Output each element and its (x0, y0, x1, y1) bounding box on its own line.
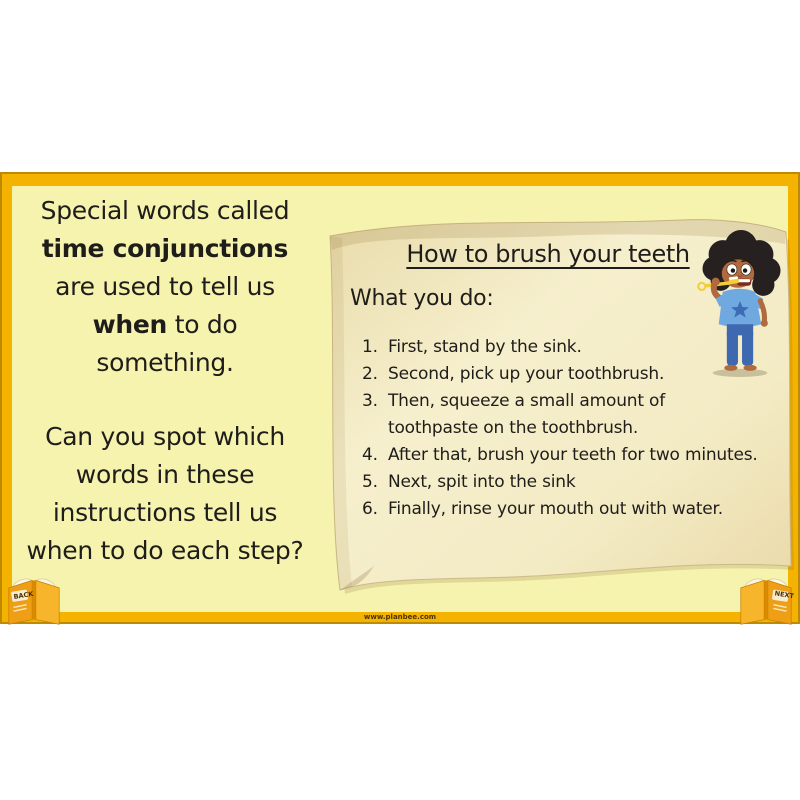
step-number: 3. (362, 391, 378, 411)
step-text: Finally, rinse your mouth out with water. (388, 499, 723, 519)
slide-panel (12, 186, 788, 612)
next-button[interactable] (738, 575, 794, 625)
step-item (362, 442, 794, 469)
step-text: First, stand by the sink. (388, 337, 582, 357)
intro-line: Special words called (40, 196, 290, 225)
worksheet-title: How to brush your teeth (406, 240, 690, 268)
lesson-slide (0, 172, 800, 624)
question-paragraph (16, 418, 314, 570)
website-url: www.planbee.com (363, 613, 437, 621)
back-book-icon (9, 579, 59, 624)
next-book-icon (741, 579, 791, 624)
boy-brushing-teeth-illustration (684, 228, 796, 380)
intro-line: time conjunctions (41, 234, 289, 263)
step-item (362, 469, 794, 496)
intro-text-block (16, 192, 314, 570)
step-text: Next, spit into the sink (388, 472, 576, 492)
step-number: 4. (362, 445, 378, 465)
step-number: 2. (362, 364, 378, 384)
next-button-label: NEXT (774, 589, 794, 601)
step-number: 6. (362, 499, 378, 519)
intro-paragraph (16, 192, 314, 382)
intro-line: when to do (92, 310, 238, 339)
step-text: Second, pick up your toothbrush. (388, 364, 665, 384)
question-line: Can you spot which (45, 422, 285, 451)
back-button-label: BACK (13, 589, 34, 601)
step-item (362, 388, 794, 442)
question-line: words in these (75, 460, 255, 489)
step-item (362, 496, 794, 523)
step-number: 1. (362, 337, 378, 357)
step-text: After that, brush your teeth for two minutes. (388, 445, 758, 465)
intro-line: something. (96, 348, 234, 377)
question-line: instructions tell us (52, 498, 278, 527)
worksheet-subtitle: What you do: (350, 286, 494, 311)
back-button[interactable] (6, 575, 62, 625)
intro-line: are used to tell us (55, 272, 275, 301)
step-number: 5. (362, 472, 378, 492)
question-line: when to do each step? (26, 536, 304, 565)
step-text: Then, squeeze a small amount of toothpaste on the toothbrush. (388, 391, 666, 438)
